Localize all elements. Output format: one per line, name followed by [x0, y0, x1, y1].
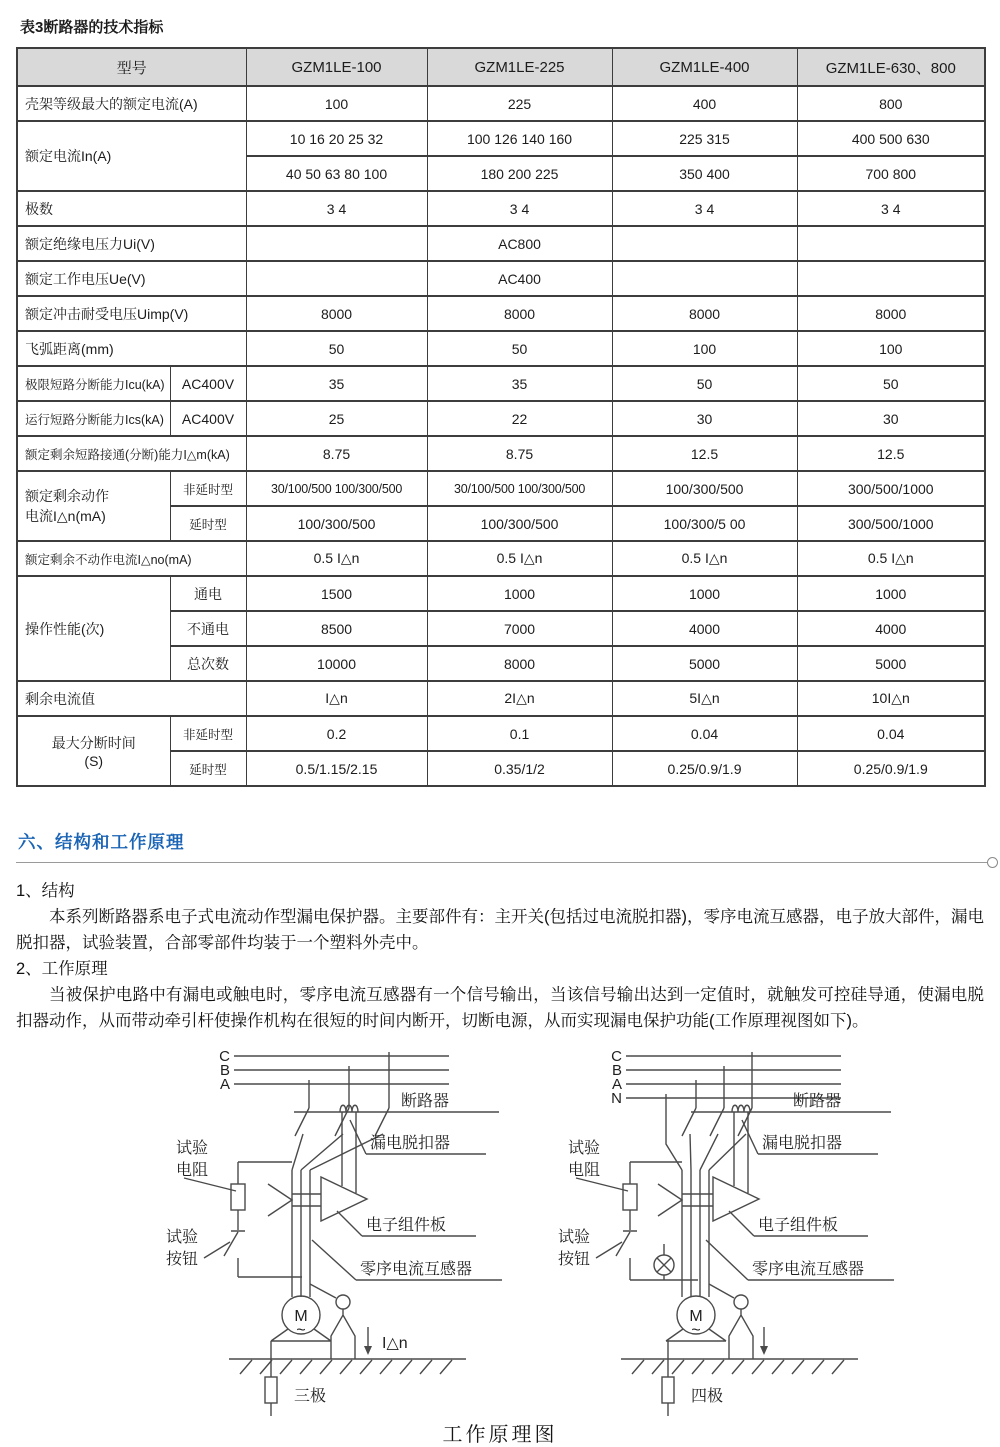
cell: 1500 — [246, 576, 427, 611]
cell — [246, 226, 427, 261]
phase-label-c: C — [219, 1048, 230, 1065]
row-label: 额定剩余短路接通(分断)能力I△m(kA) — [17, 436, 246, 471]
cell — [246, 261, 427, 296]
row-breaktime-1 — [17, 716, 985, 751]
row-label: 剩余电流值 — [17, 681, 246, 716]
cell: 35 — [427, 366, 612, 401]
cell: 350 400 — [612, 156, 797, 191]
row-label: 壳架等级最大的额定电流(A) — [17, 86, 246, 121]
table-header-row — [17, 48, 985, 86]
cell: 5000 — [612, 646, 797, 681]
cell: 300/500/1000 — [797, 506, 985, 541]
cell: 10000 — [246, 646, 427, 681]
cell: 100 — [246, 86, 427, 121]
touch-line — [709, 1284, 734, 1298]
cell: 0.2 — [246, 716, 427, 751]
cell: 100/300/500 — [612, 471, 797, 506]
cell: 50 — [797, 366, 985, 401]
cell: 300/500/1000 — [797, 471, 985, 506]
test-branch — [630, 1162, 682, 1184]
cell — [797, 261, 985, 296]
row-sublabel: 不通电 — [170, 611, 246, 646]
row-label: 额定电流In(A) — [17, 121, 246, 191]
cell: 50 — [246, 331, 427, 366]
cell: 4000 — [797, 611, 985, 646]
row-label: 额定剩余动作 电流I△n(mA) — [17, 471, 170, 541]
cell: 1000 — [612, 576, 797, 611]
cell: 30 — [612, 401, 797, 436]
bus-lines — [234, 1056, 449, 1084]
person-head-icon — [336, 1295, 350, 1309]
test-button-label-2: 按钮 — [558, 1251, 591, 1268]
leakage-arrow-head — [364, 1346, 372, 1355]
motor-wave: ~ — [296, 1322, 306, 1339]
row-label: 额定绝缘电压力Ui(V) — [17, 226, 246, 261]
cell: 50 — [427, 331, 612, 366]
row-sublabel: 非延时型 — [170, 716, 246, 751]
board-label: 电子组件板 — [758, 1217, 839, 1234]
row-working-voltage — [17, 261, 985, 296]
row-sublabel: AC400V — [170, 366, 246, 401]
row-label: 额定工作电压Ue(V) — [17, 261, 246, 296]
bus-lines — [626, 1056, 841, 1098]
row-sublabel: AC400V — [170, 401, 246, 436]
header-model: 型号 — [17, 48, 246, 86]
subsection-structure: 1、结构 — [16, 882, 75, 900]
button-label-leader — [204, 1242, 230, 1258]
cell: 8.75 — [427, 436, 612, 471]
cell: 5I△n — [612, 681, 797, 716]
header-col-2: GZM1LE-225 — [427, 48, 612, 86]
person-body-icon — [331, 1309, 355, 1359]
ct-chevron-icon — [268, 1184, 292, 1216]
cell: 0.5 I△n — [246, 541, 427, 576]
cell: 8000 — [427, 646, 612, 681]
coil-leads — [734, 1112, 748, 1193]
trip-label: 漏电脱扣器 — [370, 1135, 451, 1152]
section-title: 六、结构和工作原理 — [18, 832, 185, 852]
ct-chevron-icon — [658, 1184, 682, 1216]
cell: 3 4 — [612, 191, 797, 226]
amplifier-inputs — [292, 1194, 321, 1206]
four-pole-circuit-lines — [576, 1052, 894, 1416]
row-sublabel: 总次数 — [170, 646, 246, 681]
cell: 35 — [246, 366, 427, 401]
test-button-label-2: 按钮 — [166, 1251, 199, 1268]
cell: 7000 — [427, 611, 612, 646]
row-label: 操作性能(次) — [17, 576, 170, 681]
row-residual — [17, 681, 985, 716]
cell: 1000 — [797, 576, 985, 611]
cell: 22 — [427, 401, 612, 436]
cell: AC400 — [427, 261, 612, 296]
paragraph-structure: 本系列断路器系电子式电流动作型漏电保护器。主要部件有：主开关(包括过电流脱扣器)，零序电流互感器，电子放大部件，漏电脱扣器，试验装置，合部零部件均装于一个塑料外壳中。 — [16, 908, 984, 952]
row-sublabel: 延时型 — [170, 751, 246, 786]
cell: 8000 — [246, 296, 427, 331]
cell — [797, 226, 985, 261]
section-divider — [16, 862, 992, 863]
cell: 8000 — [797, 296, 985, 331]
cell: 5000 — [797, 646, 985, 681]
cell: 100/300/5 00 — [612, 506, 797, 541]
cell: 0.5 I△n — [427, 541, 612, 576]
resistor-label-leader — [576, 1178, 628, 1191]
blade-links — [690, 1134, 746, 1170]
row-label: 极限短路分断能力Icu(kA) — [17, 366, 170, 401]
board-label: 电子组件板 — [366, 1217, 447, 1234]
person-head-icon — [734, 1295, 748, 1309]
cell: 12.5 — [797, 436, 985, 471]
cell: 0.5 I△n — [797, 541, 985, 576]
cell: 40 50 63 80 100 — [246, 156, 427, 191]
cell: 0.1 — [427, 716, 612, 751]
row-label: 极数 — [17, 191, 246, 226]
cell: 2I△n — [427, 681, 612, 716]
cell: 100 — [612, 331, 797, 366]
cell: 180 200 225 — [427, 156, 612, 191]
row-label: 额定剩余不动作电流I△no(mA) — [17, 541, 246, 576]
test-resistor-label-2: 电阻 — [568, 1162, 601, 1179]
row-idn-1 — [17, 471, 985, 506]
phase-label-a: A — [219, 1076, 230, 1093]
row-frame-current — [17, 86, 985, 121]
cell: I△n — [246, 681, 427, 716]
four-pole-diagram — [546, 1044, 916, 1416]
cell: 4000 — [612, 611, 797, 646]
phase-label-b: B — [611, 1062, 622, 1079]
cell: 30/100/500 100/300/500 — [246, 471, 427, 506]
phase-label-n: N — [611, 1090, 622, 1107]
row-label: 最大分断时间 (S) — [17, 716, 170, 786]
test-resistor-label-1: 试验 — [568, 1140, 601, 1157]
cell: 0.35/1/2 — [427, 751, 612, 786]
row-sublabel: 延时型 — [170, 506, 246, 541]
row-idm — [17, 436, 985, 471]
cell: 0.04 — [797, 716, 985, 751]
motor-wave: ~ — [691, 1322, 701, 1339]
cell: 0.5 I△n — [612, 541, 797, 576]
bus-taps — [309, 1052, 389, 1108]
cell: 0.04 — [612, 716, 797, 751]
pole-count-label: 四极 — [691, 1388, 724, 1405]
diagram-caption: 工作原理图 — [442, 1424, 558, 1446]
amplifier-triangle-icon — [713, 1177, 759, 1221]
cell: 50 — [612, 366, 797, 401]
cell: 400 500 630 — [797, 121, 985, 156]
residual-current-label: I△n — [382, 1335, 408, 1352]
row-label: 运行短路分断能力Ics(kA) — [17, 401, 170, 436]
test-button-label-1: 试验 — [558, 1229, 591, 1246]
cell: 0.25/0.9/1.9 — [612, 751, 797, 786]
cell: 8000 — [427, 296, 612, 331]
ground-hatching — [632, 1360, 844, 1374]
cell: 0.5/1.15/2.15 — [246, 751, 427, 786]
row-ops-1 — [17, 576, 985, 611]
three-pole-circuit-lines — [184, 1052, 502, 1416]
touch-line — [310, 1284, 336, 1298]
header-col-3: GZM1LE-400 — [612, 48, 797, 86]
paragraph-principle: 当被保护电路中有漏电或触电时，零序电流互感器有一个信号输出，当该信号输出达到一定值时，就触发可控硅导通，使漏电脱扣器动作，从而带动牵引杆使操作机构在很短的时间内断开，切断电源，从而实现漏电保护功能(工作原理视图如下)。 — [16, 986, 984, 1030]
trip-label: 漏电脱扣器 — [762, 1135, 843, 1152]
table-title: 表3断路器的技术指标 — [20, 19, 164, 36]
earth-resistor-icon — [662, 1377, 674, 1403]
row-label: 飞弧距离(mm) — [17, 331, 246, 366]
row-arc-distance — [17, 331, 985, 366]
cell: 8500 — [246, 611, 427, 646]
cell: 3 4 — [797, 191, 985, 226]
motor-letter: M — [689, 1308, 703, 1325]
leakage-arrow-head — [760, 1346, 768, 1355]
phase-label-b: B — [219, 1062, 230, 1079]
trip-coil-icon — [732, 1105, 750, 1112]
motor-letter: M — [294, 1308, 308, 1325]
three-pole-diagram — [154, 1044, 524, 1416]
row-sublabel: 非延时型 — [170, 471, 246, 506]
phase-label-a: A — [611, 1076, 622, 1093]
spec-table — [16, 47, 986, 787]
divider-end-dot — [987, 857, 998, 868]
cell: 3 4 — [246, 191, 427, 226]
cell: 8000 — [612, 296, 797, 331]
cell: 100 126 140 160 — [427, 121, 612, 156]
ct-label: 零序电流互感器 — [752, 1261, 865, 1278]
header-col-1: GZM1LE-100 — [246, 48, 427, 86]
header-col-4: GZM1LE-630、800 — [797, 48, 985, 86]
cell: 225 — [427, 86, 612, 121]
person-body-icon — [729, 1309, 753, 1359]
cell: 8.75 — [246, 436, 427, 471]
test-button-icon — [224, 1210, 302, 1277]
cell: 700 800 — [797, 156, 985, 191]
cell: 100/300/500 — [427, 506, 612, 541]
test-branch — [238, 1162, 292, 1184]
cell: 10 16 20 25 32 — [246, 121, 427, 156]
breaker-label: 断路器 — [401, 1093, 450, 1110]
subsection-principle: 2、工作原理 — [16, 960, 108, 978]
row-idno — [17, 541, 985, 576]
cell: 800 — [797, 86, 985, 121]
row-sublabel: 通电 — [170, 576, 246, 611]
working-principle-diagrams — [16, 1044, 984, 1416]
test-button-label-1: 试验 — [166, 1229, 199, 1246]
cell: 100 — [797, 331, 985, 366]
test-resistor-label-2: 电阻 — [176, 1162, 209, 1179]
conductors — [292, 1170, 310, 1297]
row-ics — [17, 401, 985, 436]
row-label: 额定冲击耐受电压Uimp(V) — [17, 296, 246, 331]
row-rated-current-1 — [17, 121, 985, 156]
cell: 12.5 — [612, 436, 797, 471]
ct-label: 零序电流互感器 — [360, 1261, 473, 1278]
row-icu — [17, 366, 985, 401]
cell: 100/300/500 — [246, 506, 427, 541]
cell — [612, 261, 797, 296]
cell — [612, 226, 797, 261]
test-resistor-icon — [623, 1184, 637, 1210]
cell: 1000 — [427, 576, 612, 611]
ground-hatching — [240, 1360, 452, 1374]
button-label-leader — [596, 1242, 622, 1258]
row-impulse-voltage — [17, 296, 985, 331]
pole-count-label: 三极 — [294, 1388, 327, 1405]
resistor-label-leader — [184, 1178, 236, 1191]
cell: 3 4 — [427, 191, 612, 226]
test-resistor-icon — [231, 1184, 245, 1210]
conductors — [682, 1170, 709, 1297]
cell: 0.25/0.9/1.9 — [797, 751, 985, 786]
cell: 30/100/500 100/300/500 — [427, 471, 612, 506]
cell: 225 315 — [612, 121, 797, 156]
earth-resistor-icon — [265, 1377, 277, 1403]
amplifier-triangle-icon — [321, 1177, 367, 1221]
phase-label-c: C — [611, 1048, 622, 1065]
cell: 400 — [612, 86, 797, 121]
cell: 10I△n — [797, 681, 985, 716]
breaker-label: 断路器 — [793, 1093, 842, 1110]
cell: 25 — [246, 401, 427, 436]
row-insulation-voltage — [17, 226, 985, 261]
row-poles — [17, 191, 985, 226]
cell: 30 — [797, 401, 985, 436]
test-resistor-label-1: 试验 — [176, 1140, 209, 1157]
cell: AC800 — [427, 226, 612, 261]
